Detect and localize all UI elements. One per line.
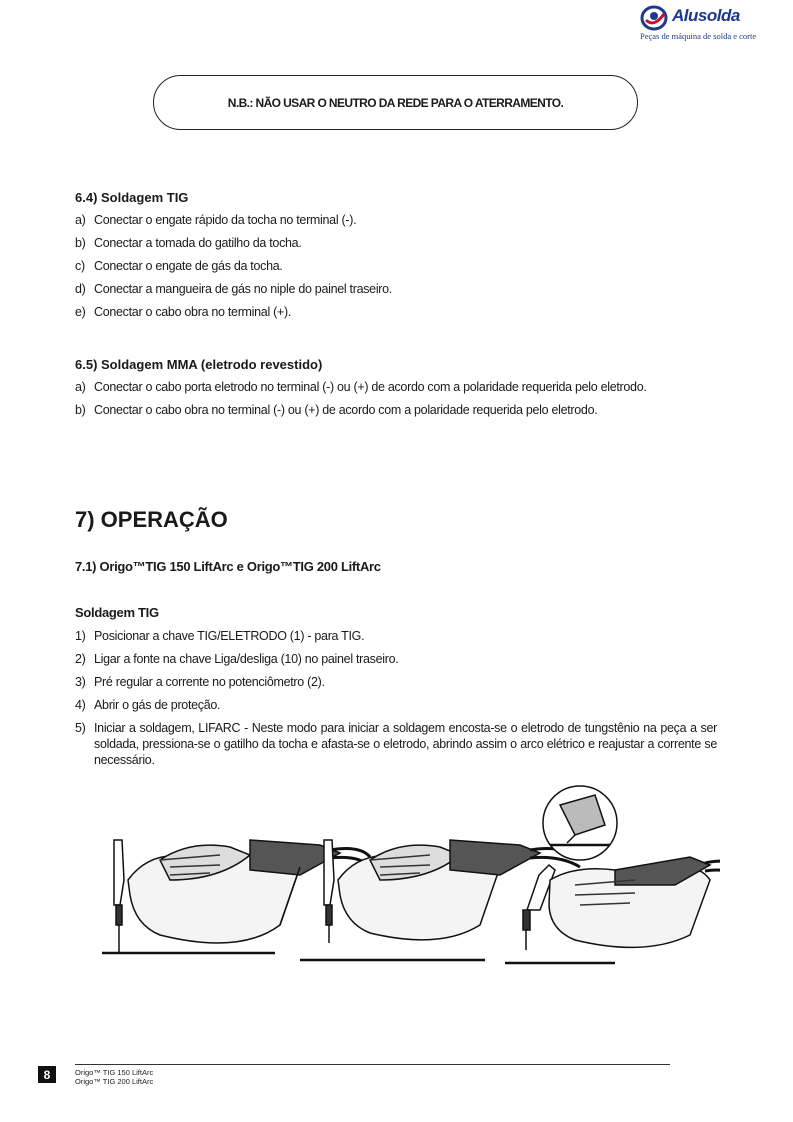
logo-tagline: Peças de máquina de solda e corte: [640, 31, 757, 41]
grounding-notice: N.B.: NÃO USAR O NEUTRO DA REDE PARA O ATERRAMENTO.: [153, 75, 638, 130]
list-item: a) Conectar o cabo porta eletrodo no terminal (-) ou (+) de acordo com a polaridade requerida pelo eletrodo.: [75, 380, 647, 394]
list-item: 3) Pré regular a corrente no potenciômetro (2).: [75, 675, 325, 689]
list-item: a) Conectar o engate rápido da tocha no terminal (-).: [75, 213, 357, 227]
operation-steps-list: [75, 628, 717, 775]
list-item: e) Conectar o cabo obra no terminal (+).: [75, 305, 291, 319]
list-item: b) Conectar o cabo obra no terminal (-) ou (+) de acordo com a polaridade requerida pelo eletrodo.: [75, 403, 598, 417]
footer-product-line-1: Origo™ TIG 150 LiftArc: [75, 1068, 154, 1077]
logo-brand-name: Alusolda: [672, 6, 740, 25]
list-item: 4) Abrir o gás de proteção.: [75, 698, 221, 712]
tig-steps-list: [75, 212, 717, 327]
list-item: 5) Iniciar a soldagem, LIFARC - Neste modo para iniciar a soldagem encosta-se o eletrodo de tungstênio na peça a ser soldada, pressiona-se o gatilho da tocha e afasta-se o eletrodo, abrindo assim o arco elétrico e reajustar a corrente se necessário.: [75, 721, 717, 767]
footer-product-line-2: Origo™ TIG 200 LiftArc: [75, 1077, 154, 1086]
operation-subheading: Soldagem TIG: [75, 605, 159, 620]
brand-logo: [640, 4, 757, 44]
lift-arc-illustration: [100, 785, 720, 975]
section-title-tig: 6.4) Soldagem TIG: [75, 190, 189, 205]
mma-steps-list: [75, 379, 717, 425]
section-title-operation: 7) OPERAÇÃO: [75, 507, 228, 532]
section-title-mma: 6.5) Soldagem MMA (eletrodo revestido): [75, 357, 323, 372]
list-item: 1) Posicionar a chave TIG/ELETRODO (1) - para TIG.: [75, 629, 365, 643]
list-item: c) Conectar o engate de gás da tocha.: [75, 259, 283, 273]
list-item: d) Conectar a mangueira de gás no niple do painel traseiro.: [75, 282, 392, 296]
list-item: 2) Ligar a fonte na chave Liga/desliga (10) no painel traseiro.: [75, 652, 399, 666]
torch-arc-illustration: [505, 786, 720, 963]
footer-divider: [75, 1064, 670, 1065]
logo-swoosh-icon: [640, 4, 672, 32]
operation-subtitle: 7.1) Origo™TIG 150 LiftArc e Origo™TIG 200 LiftArc: [75, 559, 381, 574]
list-item: b) Conectar a tomada do gatilho da tocha.: [75, 236, 302, 250]
page-number: 8: [38, 1066, 56, 1083]
